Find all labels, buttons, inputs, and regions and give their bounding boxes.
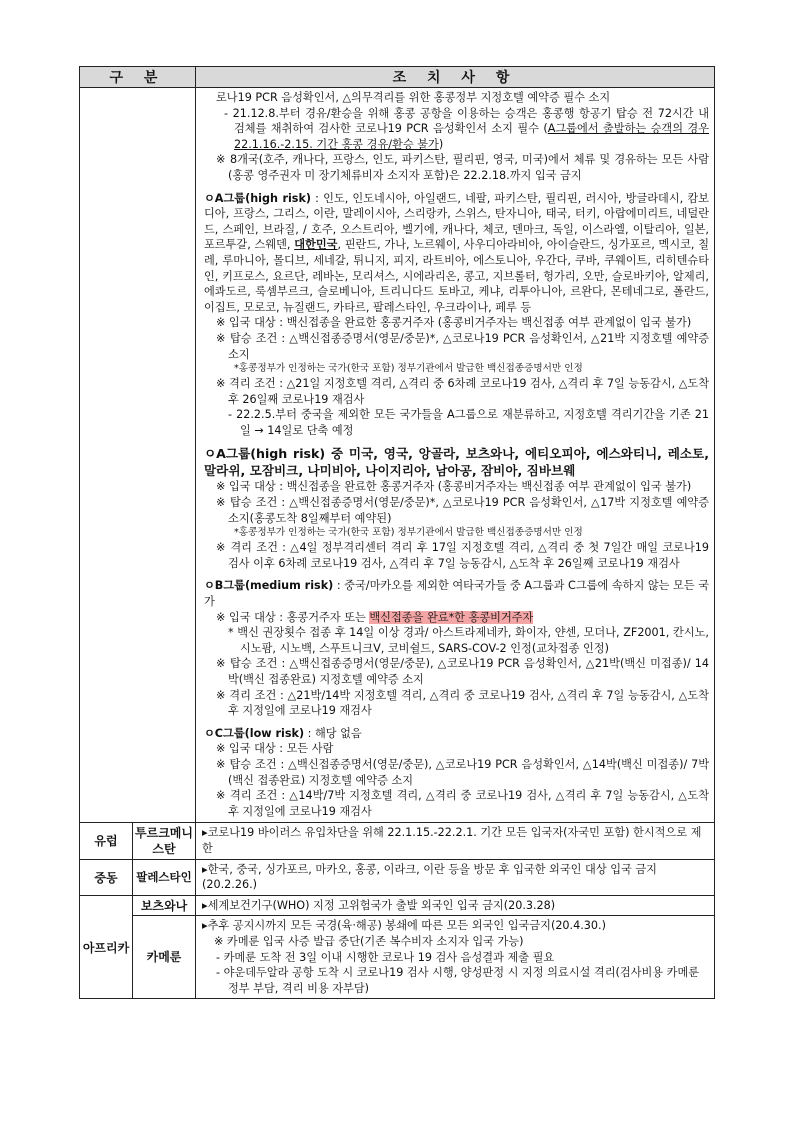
header-measures: 조 치 사 항: [196, 67, 715, 88]
group-a2-quarantine: ※ 격리 조건 : △4일 정부격리센터 격리 후 17일 지정호텔 격리, △격리 중 첫 7일간 매일 코로나19 검사 이후 6차례 코로나19 검사, △격리 후 7일 능동감시, △도착 후 26일째 코로나19 재검사: [216, 541, 709, 570]
group-c-desc: : 해당 없음: [304, 726, 362, 740]
group-a2-countries: 미국, 영국, 앙골라, 보츠와나, 에티오피아, 에스와티니, 레소토, 말라위, 모잠비크, 나미비아, 나이지리아, 남아공, 잠비아, 짐바브웨: [204, 446, 709, 479]
group-b-entry-highlight: 백신접종을 완료*한 홍콩비거주자: [369, 610, 534, 624]
table-row-cameroon: [80, 916, 715, 999]
group-a-countries-1: : 인도, 인도네시아, 아일랜드, 네팔, 파키스탄, 필리핀, 러시아, 방글라데시, 캄보디아, 프랑스, 그리스, 이란, 말레이시아, 스리랑카, 스위스, 탄자니아, 태국, 터키, 아랍에미리트, 네덜란드, 스페인, 브라질, / 호주, 오스트리아, 벨기에, 캐나다, 체코, 덴마크, 독일, 이스라엘, 이탈리아, 일본, 포르투갈, 스웨덴,: [204, 191, 709, 252]
group-a-quarantine: ※ 격리 조건 : △21일 지정호텔 격리, △격리 중 6차례 코로나19 검사, △격리 후 7일 능동감시, △도착 후 26일째 코로나19 재검사: [216, 377, 709, 406]
measures-table: [79, 66, 715, 999]
cameroon-line-3: - 카메룬 도착 전 3일 이내 시행한 코로나 19 검사 음성결과 제출 필요: [216, 950, 555, 964]
palestine-measure: ▸한국, 중국, 싱가포르, 마카오, 홍콩, 이라크, 이란 등을 방문 후 입국한 외국인 대상 입국 금지(20.2.26.): [196, 859, 715, 895]
group-c-boarding: ※ 탑승 조건 : △백신접종증명서(영문/중문), △코로나19 PCR 음성확인서, △14박(백신 미접종)/ 7박(백신 접종완료) 지정호텔 예약증 소지: [216, 757, 709, 787]
group-a-title: ㅇA그룹(high risk): [204, 191, 312, 205]
hongkong-label-cell: [80, 88, 196, 823]
turkmenistan-measure: ▸코로나19 바이러스 유입차단을 위해 22.1.15.-22.2.1. 기간 모든 입국자(자국민 포함) 한시적으로 제한: [196, 823, 715, 859]
group-b-header: [204, 578, 709, 609]
group-a2-note: *홍콩정부가 인정하는 국가(한국 포함) 정부기관에서 발급한 백신접종증명서만 인정: [234, 527, 583, 539]
group-b-quarantine: ※ 격리 조건 : △21박/14박 지정호텔 격리, △격리 중 코로나19 검사, △격리 후 7일 능동감시, △도착 후 지정일에 코로나19 재검사: [216, 688, 709, 718]
country-botswana: 보츠와나: [133, 895, 196, 916]
table-row-middle-east: [80, 859, 715, 895]
hk-line: 로나19 PCR 음성확인서, △의무격리를 위한 홍콩정부 지정호텔 예약증 필수 소지: [216, 91, 611, 104]
cameroon-line-1: ▸추후 공지시까지 모든 국경(육·해공) 봉쇄에 따른 모든 외국인 입국금지(20.4.30.): [202, 919, 606, 933]
group-b-entry-text: ※ 입국 대상 : 홍콩거주자 또는: [216, 610, 370, 624]
group-a-header: [204, 191, 709, 316]
region-middle-east: 중동: [80, 859, 133, 895]
group-c-entry: ※ 입국 대상 : 모든 사람: [216, 742, 334, 756]
group-a2-boarding: ※ 탑승 조건 : △백신접종증명서(영문/중문)*, △코로나19 PCR 음성확인서, △17박 지정호텔 예약증 소지(홍콩도착 8일째부터 예약된): [216, 496, 709, 525]
hk-transit-underline: A그룹에서 출발하는 승객의 경우 22.1.16.-2.15. 기간 홍콩 경유/환승 불가: [234, 122, 709, 151]
group-a2-header: [204, 445, 709, 479]
group-b-boarding: ※ 탑승 조건 : △백신접종증명서(영문/중문), △코로나19 PCR 음성확인서, △21박(백신 미접종)/ 14박(백신 접종완료) 지정호텔 예약증 소지: [216, 657, 709, 686]
group-a-countries-2: , 핀란드, 가나, 노르웨이, 사우디아라비아, 아이슬란드, 싱가포르, 멕시코, 칠레, 루마니아, 몰디브, 세네갈, 튀니지, 피지, 라트비아, 에스토니아, 우간다, 쿠바, 쿠웨이트, 리히텐슈타인, 키프로스, 요르단, 레바논, 모리셔스, 시에라리온, 콩고, 지브롤터, 헝가리, 오만, 슬로바키아, 알제리, 에콰도르, 룩셈부르크, 슬로베니아, 트리니다드 토바고, 케냐, 리투아니아, 르완다, 몬테네그로, 폴란드, 이집트, 모로코, 뉴질랜드, 카타르, 팔레스타인, 우크라이나, 페루 등: [204, 238, 710, 314]
hk-ban-note: ※ 8개국(호주, 캐나다, 프랑스, 인도, 파키스탄, 필리핀, 영국, 미국)에서 체류 및 경유하는 모든 사람(홍콩 영주권자 미 장기체류비자 소지자 포함)은 22.2.18.까지 입국 금지: [216, 153, 709, 182]
table-header-row: [80, 67, 715, 88]
group-b-entry: [204, 610, 709, 626]
group-a-entry: ※ 입국 대상 : 백신접종을 완료한 홍콩거주자 (홍콩비거주자는 백신접종 여부 관계없이 입국 불가): [216, 316, 692, 330]
country-turkmenistan: [133, 823, 196, 859]
header-category: 구 분: [80, 67, 196, 88]
group-a-note: *홍콩정부가 인정하는 국가(한국 포함) 정부기관에서 발급한 백신접종증명서만 인정: [234, 363, 583, 375]
group-c-header: [204, 726, 709, 742]
group-b-desc: : 중국/마카오를 제외한 여타국가들 중 A그룹과 C그룹에 속하지 않는 모든 국가: [204, 579, 710, 609]
country-turkmenistan-2: 스탄: [152, 841, 176, 856]
group-a-boarding: ※ 탑승 조건 : △백신접종증명서(영문/중문)*, △코로나19 PCR 음성확인서, △21박 지정호텔 예약증 소지: [216, 331, 709, 361]
cameroon-line-4: - 야운데두알라 공항 도착 시 코로나19 검사 시행, 양성판정 시 지정 의료시설 격리(검사비용 카메룬 정부 부담, 격리 비용 자부담): [216, 966, 700, 995]
hk-transit-note: [204, 106, 709, 153]
cameroon-line-2: ※ 카메룬 입국 사증 발급 중단(기존 복수비자 소지자 입국 가능): [214, 934, 524, 948]
group-b-title: ㅇB그룹(medium risk): [204, 579, 334, 593]
country-cameroon: 카메룬: [133, 916, 196, 999]
group-b-vaccines: * 백신 권장횟수 접종 후 14일 이상 경과/ 아스트라제네카, 화이자, 얀센, 모더나, ZF2001, 칸시노, 시노팜, 시노백, 스푸트니크V, 코비쉴드, SARS-COV-2 인정(교차접종 인정): [228, 626, 709, 655]
hk-transit-close: ): [438, 137, 444, 151]
table-row-europe: [80, 823, 715, 859]
table-row-botswana: [80, 895, 715, 916]
botswana-measure: ▸세계보건기구(WHO) 지정 고위험국가 출발 외국인 입국 금지(20.3.28): [196, 895, 715, 916]
group-a2-entry: ※ 입국 대상 : 백신접종을 완료한 홍콩거주자 (홍콩비거주자는 백신접종 여부 관계없이 입국 불가): [216, 480, 692, 494]
group-a2-title: ㅇA그룹(high risk) 중: [204, 446, 349, 462]
group-a-korea: 대한민국: [294, 238, 338, 252]
country-palestine: 팔레스타인: [133, 859, 196, 895]
cameroon-measure: [196, 916, 715, 999]
group-c-quarantine: ※ 격리 조건 : △14박/7박 지정호텔 격리, △격리 중 코로나19 검사, △격리 후 7일 능동감시, △도착 후 지정일에 코로나19 재검사: [216, 789, 709, 818]
region-africa: 아프리카: [80, 895, 133, 999]
group-c-title: ㅇC그룹(low risk): [204, 726, 305, 740]
country-turkmenistan-1: 투르크메니: [135, 825, 193, 840]
table-row-hongkong: [80, 88, 715, 823]
hongkong-measures-cell: [196, 88, 715, 823]
group-a-change: - 22.2.5.부터 중국을 제외한 모든 국가들을 A그룹으로 재분류하고, 지정호텔 격리기간을 기존 21일 → 14일로 단축 예정: [228, 408, 709, 437]
region-europe: 유럽: [80, 823, 133, 859]
hk-transit-text: - 21.12.8.부터 경유/환승을 위해 홍콩 공항을 이용하는 승객은 홍콩행 항공기 탑승 전 72시간 내 검체를 채취하여 검사한 코로나19 PCR 음성확인서 소지 필수 (: [224, 106, 709, 136]
